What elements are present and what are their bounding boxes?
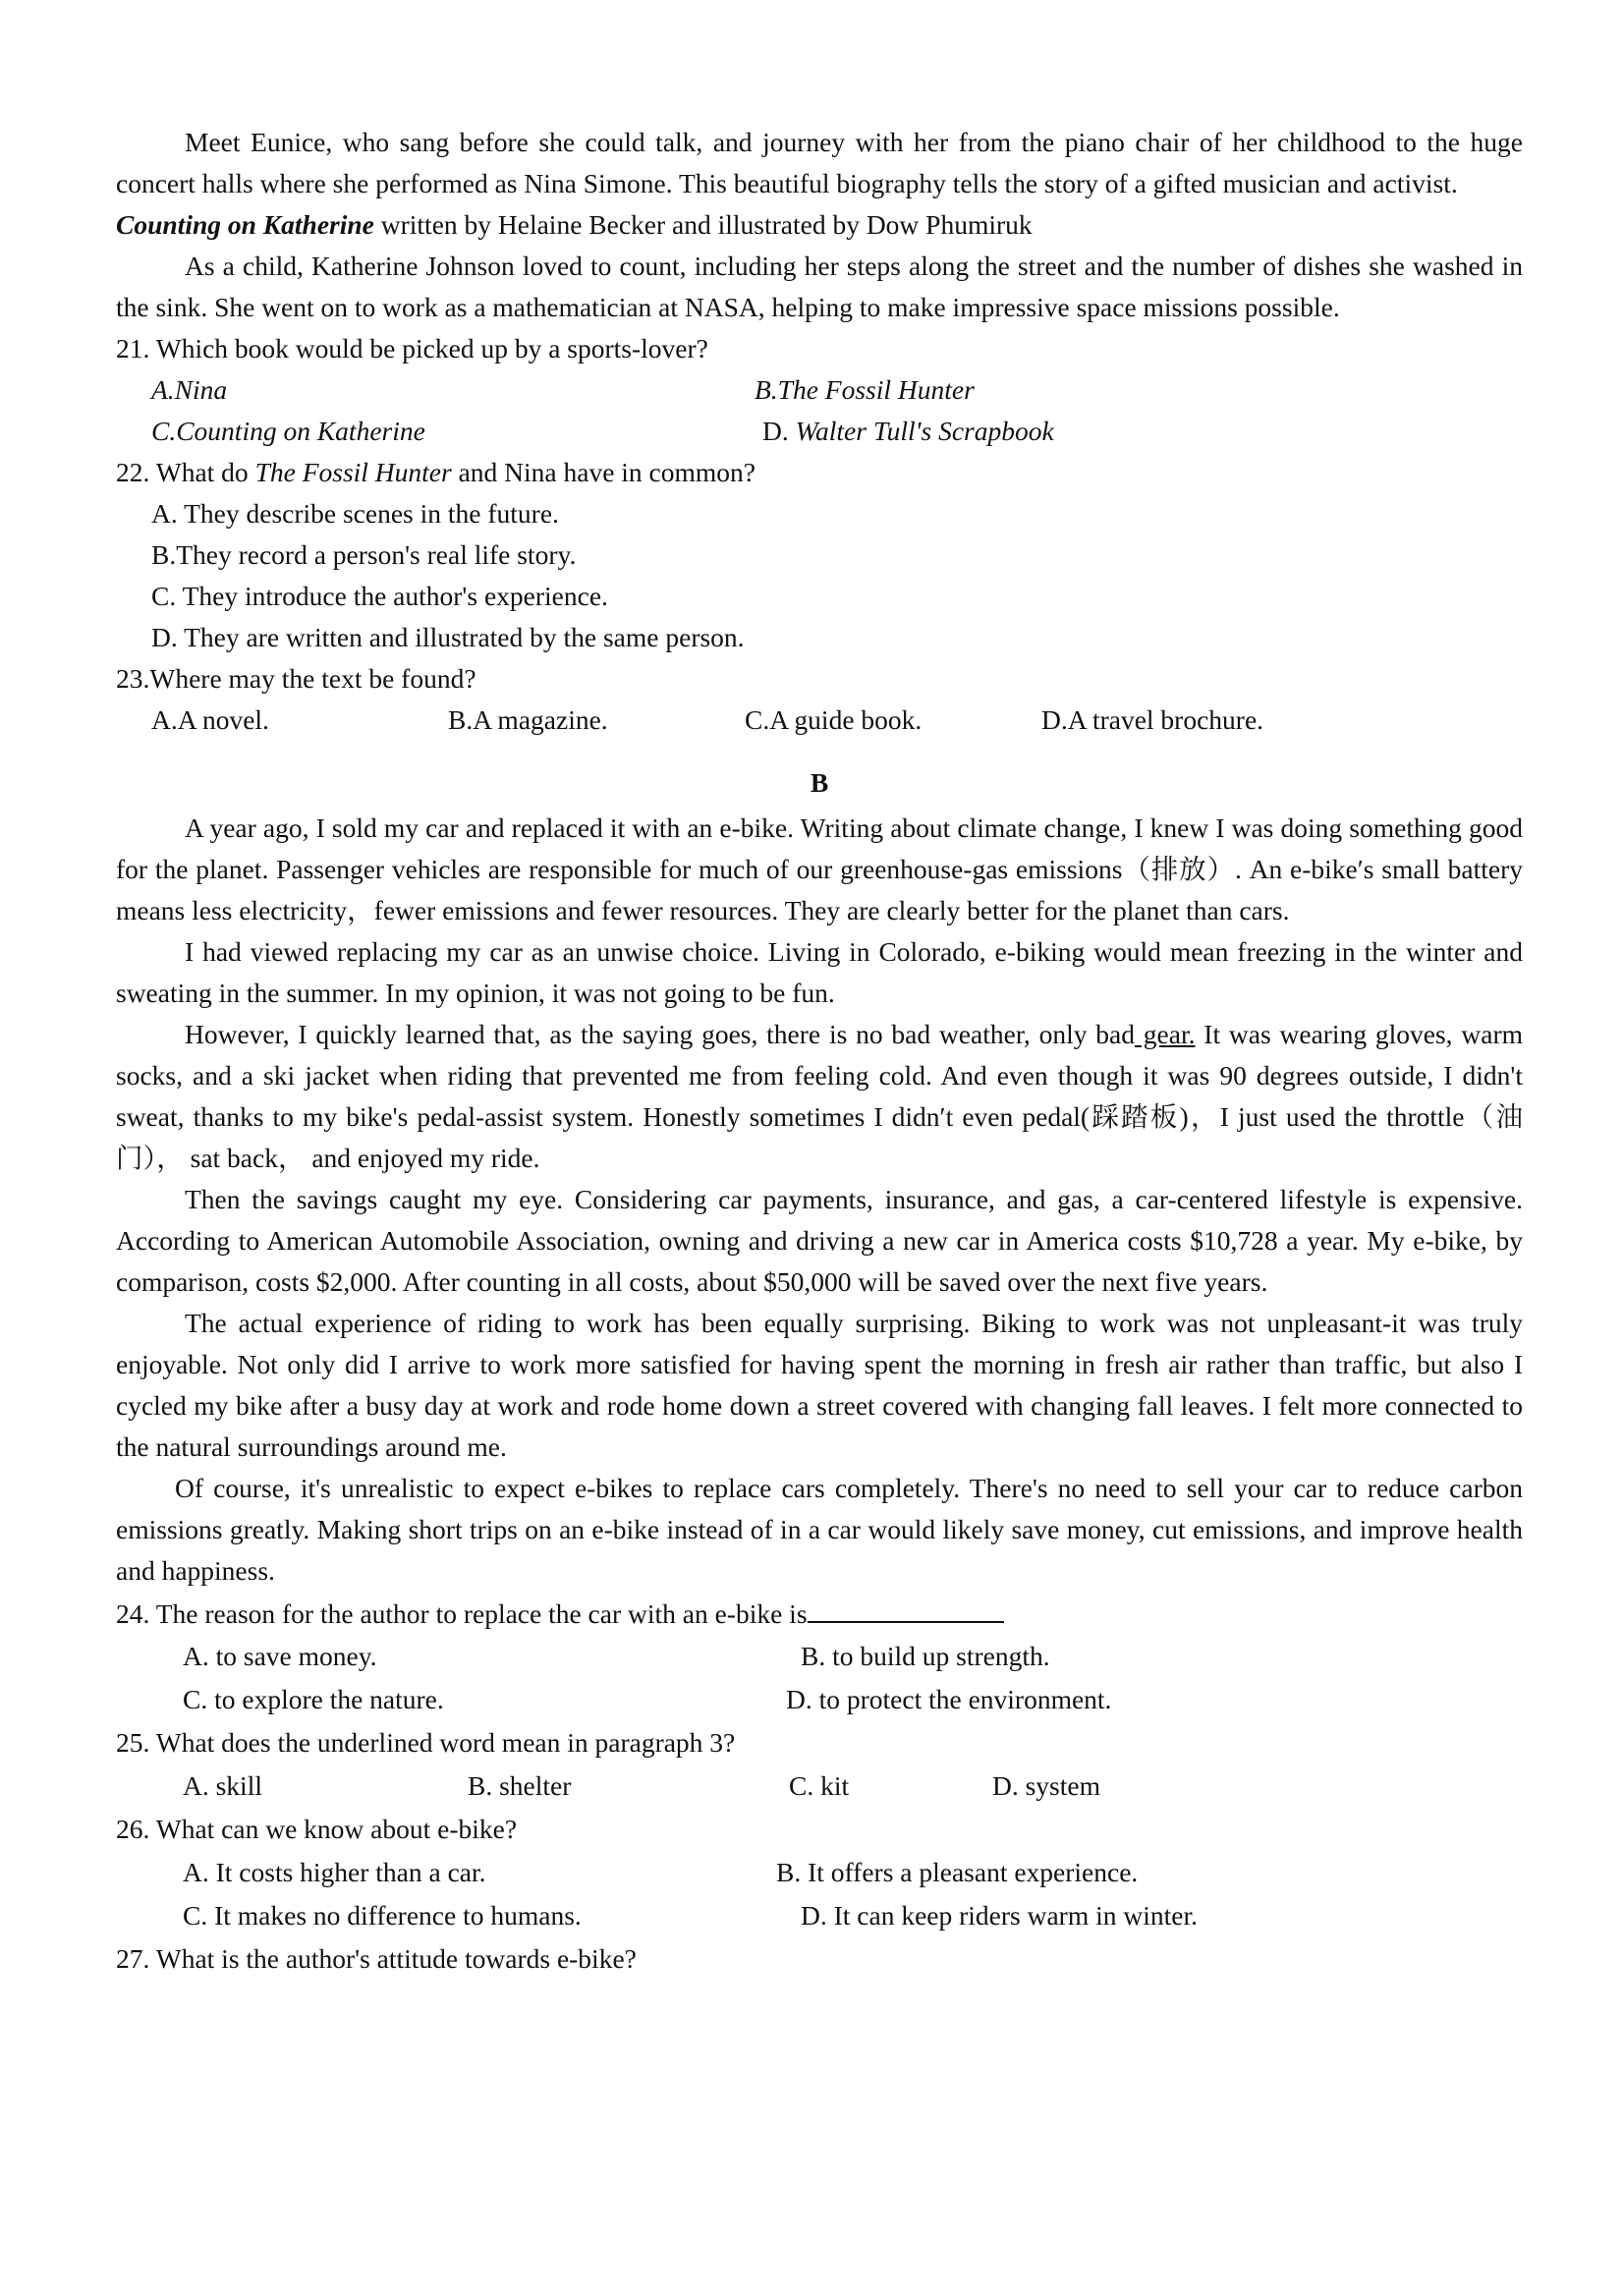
paragraph-3-part-1: However, I quickly learned that, as the saying goes, there is no bad weather, only bad bbox=[185, 1019, 1135, 1049]
question-26-stem: 26. What can we know about e-bike? bbox=[116, 1814, 518, 1844]
passage-b-paragraph-4: Then the savings caught my eye. Considering car payments, insurance, and gas, a car-centered lifestyle is expensive. According to American Automobile Association, owning and driving a new car in America costs $10,728 a year. My e-bike, by comparison, costs $2,000. After counting in all costs, about $50,000 will be saved over the next five years. bbox=[116, 1184, 1523, 1297]
question-21-option-d-text: Walter Tull's Scrapbook bbox=[795, 416, 1054, 446]
book-title-line bbox=[116, 204, 1523, 246]
question-22-option-a[interactable]: A. They describe scenes in the future. bbox=[151, 498, 559, 529]
question-25-options-row bbox=[116, 1764, 1523, 1808]
question-27-stem: 27. What is the author's attitude towards e-bike? bbox=[116, 1943, 637, 1974]
section-b-heading: B bbox=[810, 767, 829, 798]
paragraph-3-part-2: It was wearing gloves, warm socks, and a ski jacket when riding that prevented me from feeling cold. And even though it was 90 degrees outside, I didn't sweat, thanks to my bike's pedal-assist system. Honestly sometimes I didn′t even pedal(踩踏板)，I just used the throttle（油门）， sat back， and enjoyed my ride. bbox=[116, 1019, 1523, 1173]
question-25-stem: 25. What does the underlined word mean in paragraph 3? bbox=[116, 1727, 736, 1758]
question-23-option-d[interactable]: D.A travel brochure. bbox=[1041, 704, 1264, 735]
katherine-description: As a child, Katherine Johnson loved to count, including her steps along the street and the number of dishes she washed in the sink. She went on to work as a mathematician at NASA, helping to make impressive space missions possible. bbox=[116, 251, 1523, 322]
passage-b-paragraph-2: I had viewed replacing my car as an unwise choice. Living in Colorado, e-biking would mean freezing in the winter and sweating in the summer. In my opinion, it was not going to be fun. bbox=[116, 936, 1523, 1008]
question-22-option-row-a bbox=[116, 493, 1523, 534]
question-23-option-a[interactable]: A.A novel. bbox=[151, 704, 269, 735]
passage-b-paragraph-5: The actual experience of riding to work has been equally surprising. Biking to work was not unpleasant-it was truly enjoyable. Not only did I arrive to work more satisfied for having spent the morning in fresh air rather than traffic, but also I cycled my bike after a busy day at work and rode home down a street covered with changing fall leaves. I felt more connected to the natural surroundings around me. bbox=[116, 1308, 1523, 1462]
question-24-options-row-2 bbox=[116, 1678, 1523, 1721]
question-22-option-b[interactable]: B.They record a person's real life story. bbox=[151, 539, 577, 570]
question-22-stem bbox=[116, 452, 1523, 493]
question-22-stem-part-2: and Nina have in common? bbox=[451, 457, 756, 487]
question-21-option-c[interactable]: C.Counting on Katherine bbox=[151, 416, 425, 446]
question-22-option-row-d bbox=[116, 617, 1523, 658]
question-23-option-c[interactable]: C.A guide book. bbox=[745, 704, 923, 735]
question-21-options-row-2 bbox=[116, 411, 1523, 452]
question-25-option-d[interactable]: D. system bbox=[992, 1770, 1100, 1801]
question-22-option-d[interactable]: D. They are written and illustrated by the same person. bbox=[151, 622, 745, 652]
exam-page bbox=[116, 122, 1523, 1981]
underlined-word-gear: gear. bbox=[1134, 1019, 1196, 1049]
question-24-option-d[interactable]: D. to protect the environment. bbox=[786, 1684, 1112, 1714]
question-25-option-a[interactable]: A. skill bbox=[183, 1770, 262, 1801]
question-21-option-b[interactable]: B.The Fossil Hunter bbox=[755, 374, 975, 405]
question-26-options-row-2 bbox=[116, 1894, 1523, 1937]
passage-b-paragraph-6: Of course, it's unrealistic to expect e-bikes to replace cars completely. There's no need to sell your car to reduce carbon emissions greatly. Making short trips on an e-bike instead of in a car would likely save money, cut emissions, and improve health and happiness. bbox=[116, 1473, 1523, 1586]
passage-b-paragraph-3 bbox=[116, 1014, 1523, 1179]
question-21-options-row-1 bbox=[116, 369, 1523, 411]
question-26-option-d[interactable]: D. It can keep riders warm in winter. bbox=[801, 1900, 1198, 1931]
question-26-options-row-1 bbox=[116, 1851, 1523, 1894]
book-title: Counting on Katherine bbox=[116, 209, 374, 240]
question-21-option-d-label: D. bbox=[762, 416, 796, 446]
passage-b-paragraph-1: A year ago, I sold my car and replaced it with an e-bike. Writing about climate change, I knew I was doing something good for the planet. Passenger vehicles are responsible for much of our greenhouse-gas emissions（排放）. An e-bike′s small battery means less electricity，fewer emissions and fewer resources. They are clearly better for the planet than cars. bbox=[116, 812, 1523, 925]
question-24-option-c[interactable]: C. to explore the nature. bbox=[183, 1684, 444, 1714]
question-22-option-row-c bbox=[116, 576, 1523, 617]
question-25-option-b[interactable]: B. shelter bbox=[468, 1770, 572, 1801]
question-24-option-a[interactable]: A. to save money. bbox=[183, 1641, 377, 1671]
question-23-stem: 23.Where may the text be found? bbox=[116, 663, 476, 694]
question-22-stem-title: The Fossil Hunter bbox=[254, 457, 452, 487]
nina-description: Meet Eunice, who sang before she could talk, and journey with her from the piano chair of her childhood to the huge concert halls where she performed as Nina Simone. This beautiful biography tells the story of a gifted musician and activist. bbox=[116, 127, 1523, 198]
question-21-stem: 21. Which book would be picked up by a sports-lover? bbox=[116, 333, 708, 364]
question-23-option-b[interactable]: B.A magazine. bbox=[448, 704, 608, 735]
question-24-stem-text: 24. The reason for the author to replace the car with an e-bike is bbox=[116, 1598, 808, 1629]
question-24-stem bbox=[116, 1594, 1523, 1635]
answer-blank[interactable] bbox=[808, 1594, 1004, 1623]
question-22-option-c[interactable]: C. They introduce the author's experience. bbox=[151, 581, 608, 611]
question-21-option-a[interactable]: A.Nina bbox=[151, 374, 228, 405]
question-26-option-b[interactable]: B. It offers a pleasant experience. bbox=[776, 1857, 1139, 1887]
question-22-stem-part-1: 22. What do bbox=[116, 457, 255, 487]
book-byline: written by Helaine Becker and illustrated by Dow Phumiruk bbox=[373, 209, 1033, 240]
question-25-option-c[interactable]: C. kit bbox=[789, 1770, 850, 1801]
question-23-options-row bbox=[116, 700, 1523, 741]
question-24-options-row-1 bbox=[116, 1635, 1523, 1678]
question-26-option-c[interactable]: C. It makes no difference to humans. bbox=[183, 1900, 582, 1931]
question-26-option-a[interactable]: A. It costs higher than a car. bbox=[183, 1857, 486, 1887]
question-22-option-row-b bbox=[116, 534, 1523, 576]
question-21-option-d[interactable] bbox=[762, 411, 1054, 452]
question-24-option-b[interactable]: B. to build up strength. bbox=[801, 1641, 1050, 1671]
